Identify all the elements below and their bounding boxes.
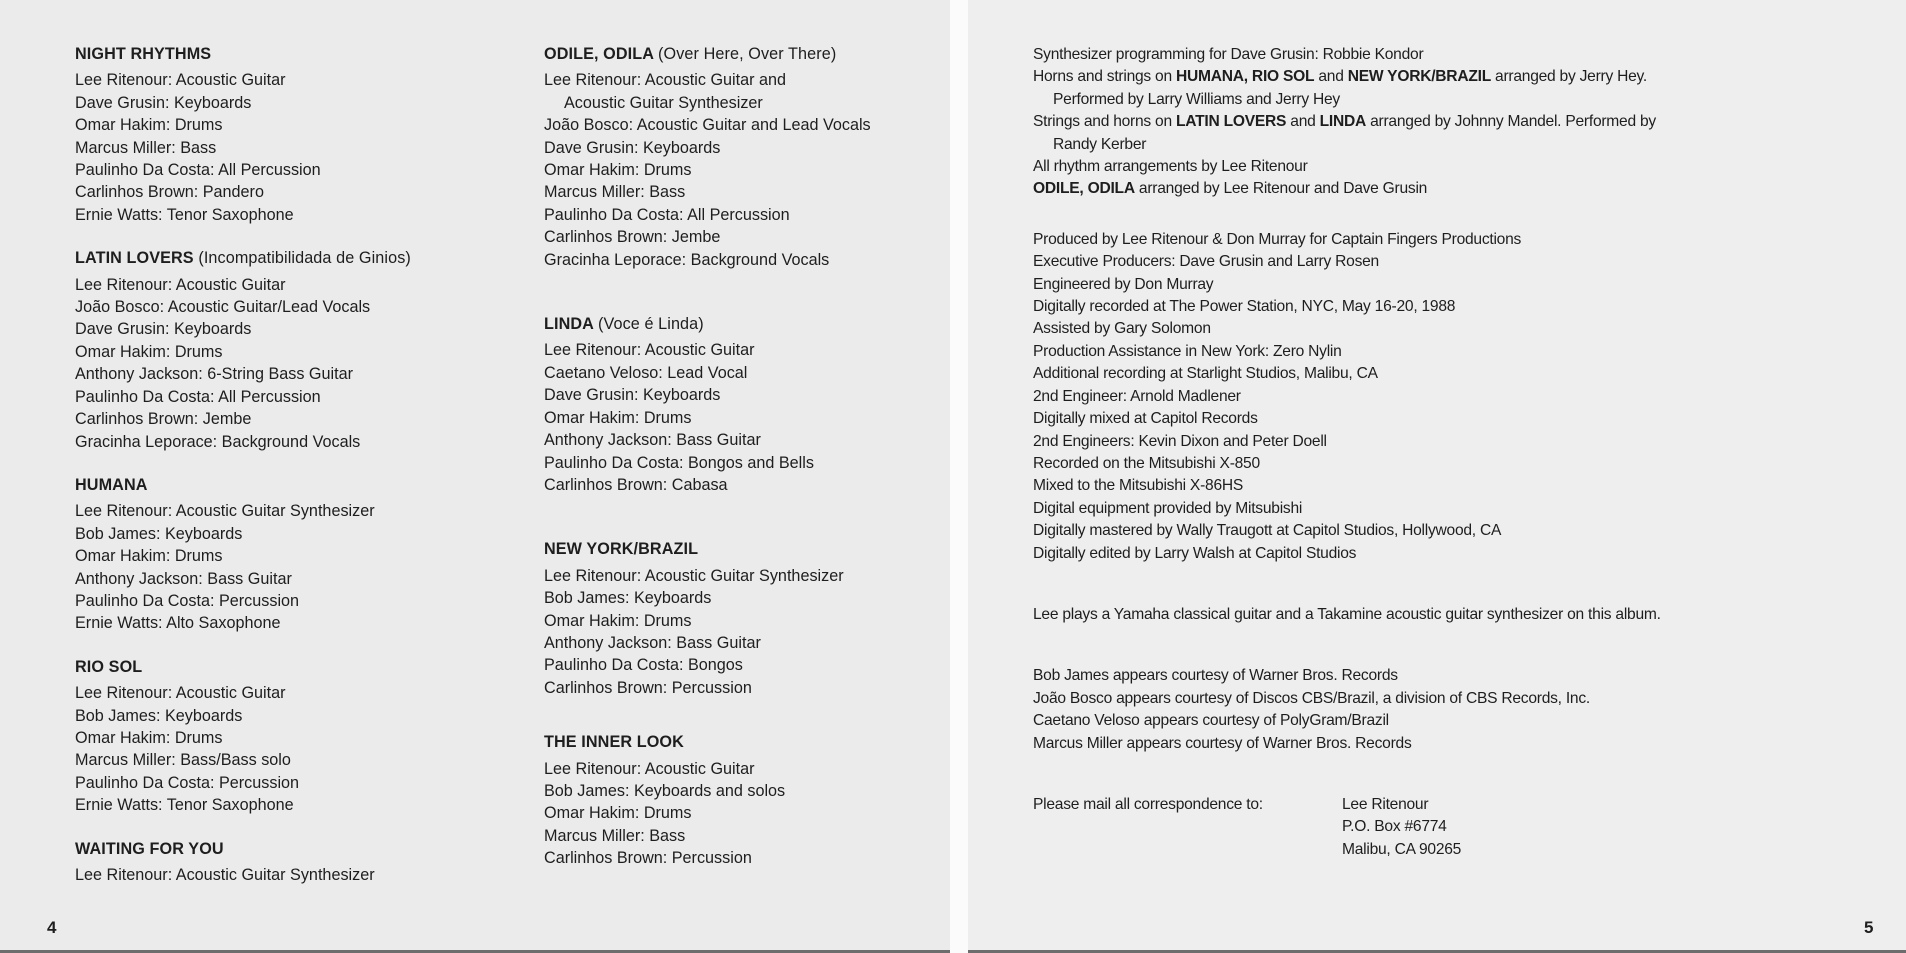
credit-line: Additional recording at Starlight Studios, Malibu, CA [1033,365,1378,383]
credit-line: Omar Hakim: Drums [75,116,223,135]
credit-line: Marcus Miller: Bass [544,826,686,845]
credit-line: Dave Grusin: Keyboards [544,138,721,157]
credit-line: João Bosco: Acoustic Guitar and Lead Vocals [544,116,871,135]
song-title: NEW YORK/BRAZIL [544,540,699,559]
credit-line: Ernie Watts: Alto Saxophone [75,614,281,633]
credit-line: Caetano Veloso: Lead Vocal [544,363,748,382]
credit-line: Paulinho Da Costa: All Percussion [75,161,321,180]
credit-line: Lee Ritenour: Acoustic Guitar [75,684,286,703]
song-reference: LINDA [1319,113,1367,131]
song-credits [75,838,495,887]
credit-line: Paulinho Da Costa: All Percussion [544,205,790,224]
credit-line: Dave Grusin: Keyboards [75,93,252,112]
production-block [1033,229,1893,565]
page-gutter [950,0,968,953]
credit-line: Assisted by Gary Solomon [1033,320,1211,338]
credit-line: João Bosco: Acoustic Guitar/Lead Vocals [75,298,371,317]
page-number-right: 5 [1864,918,1874,937]
address-line: Malibu, CA 90265 [1342,840,1462,858]
credit-line: Carlinhos Brown: Percussion [544,678,752,697]
song-title: HUMANA [75,475,148,494]
credit-line: Strings and horns on LATIN LOVERS and LINDA arranged by Johnny Mandel. Performed by [1033,113,1656,131]
song-reference: LATIN LOVERS [1175,113,1287,131]
credit-line: Performed by Larry Williams and Jerry Hey [1053,90,1340,108]
instruments-note: Lee plays a Yamaha classical guitar and a Takamine acoustic guitar synthesizer on this album. [1033,605,1661,623]
credit-line: Ernie Watts: Tenor Saxophone [75,796,294,815]
credit-line: Ernie Watts: Tenor Saxophone [75,205,294,224]
credit-line: Dave Grusin: Keyboards [544,386,721,405]
credit-line: Acoustic Guitar Synthesizer [564,93,763,112]
credit-line: Digitally mastered by Wally Traugott at Capitol Studios, Hollywood, CA [1033,522,1502,540]
song-title: THE INNER LOOK [544,733,684,752]
credit-line: All rhythm arrangements by Lee Ritenour [1033,158,1308,176]
song-reference: ODILE, ODILA [1033,180,1135,198]
song-title: NIGHT RHYTHMS [75,45,212,63]
credit-line: Lee Ritenour: Acoustic Guitar [75,275,286,294]
credit-line: Carlinhos Brown: Cabasa [544,475,728,494]
credit-line: Paulinho Da Costa: Percussion [75,591,300,610]
credit-line: Paulinho Da Costa: All Percussion [75,387,321,406]
courtesy-line: João Bosco appears courtesy of Discos CBS/Brazil, a division of CBS Records, Inc. [1033,689,1590,707]
credit-line: Engineered by Don Murray [1033,275,1214,293]
credit-line: Lee Ritenour: Acoustic Guitar Synthesizer [75,866,375,884]
credit-line: Marcus Miller: Bass [75,138,217,157]
credit-line: Gracinha Leporace: Background Vocals [75,432,361,451]
credit-line: Produced by Lee Ritenour & Don Murray for Captain Fingers Productions [1033,230,1522,248]
credit-line: Digitally mixed at Capitol Records [1033,410,1258,428]
credit-line: Marcus Miller: Bass [544,183,686,202]
courtesy-block [1033,665,1893,755]
credit-line: Omar Hakim: Drums [75,547,223,566]
credit-line: Digital equipment provided by Mitsubishi [1033,499,1303,517]
mail-label: Please mail all correspondence to: [1033,795,1263,813]
courtesy-line: Bob James appears courtesy of Warner Bros. Records [1033,667,1398,685]
credit-line: Omar Hakim: Drums [544,804,692,823]
credit-line: Omar Hakim: Drums [544,161,692,180]
credits-column-1 [75,43,495,907]
song-credits [75,247,495,453]
credit-line: Bob James: Keyboards and solos [544,781,786,800]
credit-line: Recorded on the Mitsubishi X-850 [1033,454,1260,472]
arrangements-block [1033,44,1893,201]
credit-line: Lee Ritenour: Acoustic Guitar Synthesizer [544,566,844,585]
song-title: WAITING FOR YOU [75,839,224,858]
credit-line: 2nd Engineer: Arnold Madlener [1033,387,1241,405]
credit-line: Paulinho Da Costa: Bongos and Bells [544,453,814,472]
credit-line: Horns and strings on HUMANA, RIO SOL and NEW YORK/BRAZIL arranged by Jerry Hey. [1033,68,1647,86]
song-credits [75,656,495,817]
song-title: LINDA (Voce é Linda) [544,315,704,334]
credit-line: Carlinhos Brown: Jembe [544,228,721,247]
credit-line: Carlinhos Brown: Jembe [75,410,252,429]
credit-line: Marcus Miller: Bass/Bass solo [75,751,291,770]
credit-line: Carlinhos Brown: Pandero [75,183,264,202]
song-title: LATIN LOVERS (Incompatibilidada de Ginios) [75,249,411,268]
courtesy-line: Marcus Miller appears courtesy of Warner Bros. Records [1033,734,1412,752]
mail-block [1033,794,1893,861]
credit-line: Carlinhos Brown: Percussion [544,849,752,868]
page-number-left: 4 [47,918,57,937]
credit-line: Gracinha Leporace: Background Vocals [544,250,830,269]
credit-line: Lee Ritenour: Acoustic Guitar and [544,71,787,90]
mailing-address [1342,794,1461,861]
credit-line: Paulinho Da Costa: Bongos [544,656,743,675]
credit-line: Randy Kerber [1053,135,1147,153]
credit-line: Mixed to the Mitsubishi X-86HS [1033,477,1244,495]
credit-line: Bob James: Keyboards [75,706,243,725]
credit-line: Production Assistance in New York: Zero Nylin [1033,342,1342,360]
credits-column-2 [544,43,944,891]
credit-line: Omar Hakim: Drums [544,611,692,630]
credit-line: Lee Ritenour: Acoustic Guitar [75,71,286,90]
song-credits [544,313,944,496]
song-credits [544,538,944,699]
song-subtitle: (Incompatibilidada de Ginios) [198,249,411,268]
credit-line: Digitally recorded at The Power Station, NYC, May 16-20, 1988 [1033,298,1456,316]
credit-line: Anthony Jackson: Bass Guitar [75,569,292,588]
address-line: P.O. Box #6774 [1342,818,1447,836]
song-credits [75,474,495,635]
credit-line: Bob James: Keyboards [75,524,243,543]
song-credits [75,43,495,226]
credit-line: 2nd Engineers: Kevin Dixon and Peter Doell [1033,432,1327,450]
song-reference: NEW YORK/BRAZIL [1347,68,1491,86]
credit-line: Lee Ritenour: Acoustic Guitar [544,759,755,778]
credit-line: Executive Producers: Dave Grusin and Larry Rosen [1033,253,1379,271]
song-reference: HUMANA, RIO SOL [1175,68,1315,86]
credit-line: Omar Hakim: Drums [544,408,692,427]
credit-line: Anthony Jackson: Bass Guitar [544,431,761,450]
song-title: ODILE, ODILA (Over Here, Over There) [544,45,837,63]
credit-line: Anthony Jackson: Bass Guitar [544,633,761,652]
credit-line: Omar Hakim: Drums [75,728,223,747]
song-subtitle: (Voce é Linda) [597,315,704,334]
credit-line: Lee Ritenour: Acoustic Guitar [544,341,755,360]
song-credits [544,731,944,869]
production-credits [1033,44,1893,861]
credit-line: Lee Ritenour: Acoustic Guitar Synthesizer [75,502,375,521]
song-title: RIO SOL [75,657,143,676]
courtesy-line: Caetano Veloso appears courtesy of PolyGram/Brazil [1033,712,1389,730]
address-line: Lee Ritenour [1342,795,1429,813]
credit-line: ODILE, ODILA arranged by Lee Ritenour and Dave Grusin [1033,180,1428,198]
credit-line: Paulinho Da Costa: Percussion [75,773,300,792]
song-credits [544,43,944,271]
credit-line: Bob James: Keyboards [544,589,712,608]
credit-line: Anthony Jackson: 6-String Bass Guitar [75,365,354,384]
credit-line: Dave Grusin: Keyboards [75,320,252,339]
credit-line: Digitally edited by Larry Walsh at Capitol Studios [1033,544,1357,562]
song-subtitle: (Over Here, Over There) [658,45,837,63]
credit-line: Synthesizer programming for Dave Grusin: Robbie Kondor [1033,46,1424,63]
credit-line: Omar Hakim: Drums [75,342,223,361]
